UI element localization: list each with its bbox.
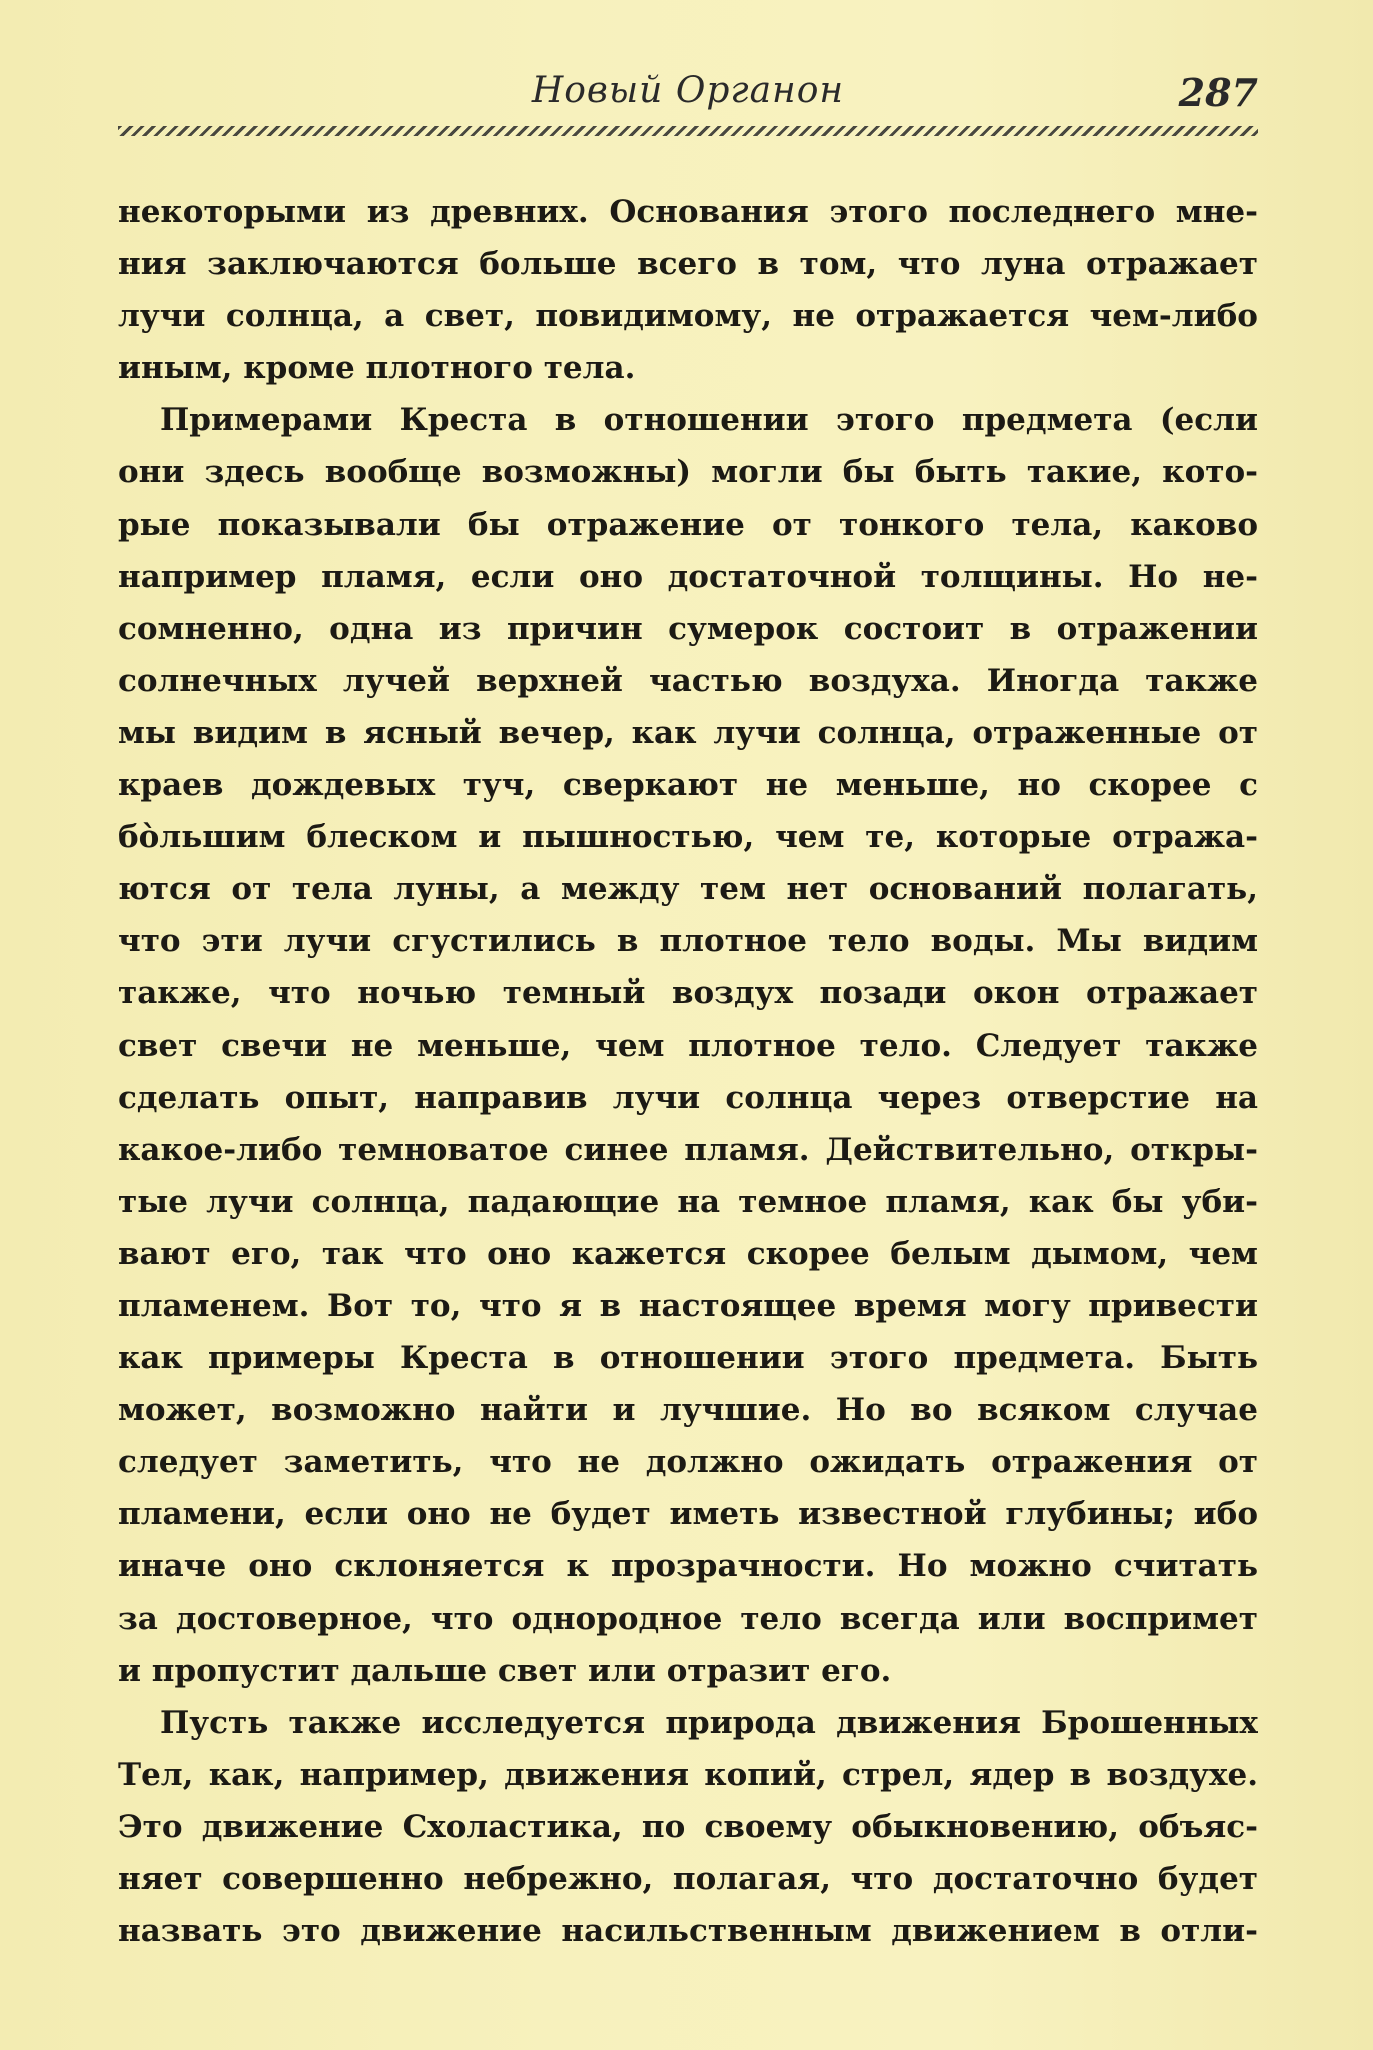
text-line: назвать это движение насильственным движением в отли- (118, 1913, 1258, 1950)
text-line: сомненно, одна из причин сумерок состоит в отражении (118, 610, 1258, 647)
text-line: следует заметить, что не должно ожидать отражения от (118, 1444, 1258, 1481)
text-line: некоторыми из древних. Основания этого последнего мне- (118, 194, 1258, 230)
text-line: и пропустит дальше свет или отразит его. (118, 1652, 892, 1689)
text-line: как примеры Креста в отношении этого предмета. Быть (118, 1340, 1258, 1377)
text-line: например пламя, если оно достаточной толщины. Но не- (118, 558, 1258, 595)
text-line: Тел, как, например, движения копий, стрел, ядер в воздухе. (118, 1756, 1258, 1793)
text-line: может, возможно найти и лучшие. Но во всяком случае (118, 1392, 1258, 1429)
text-line: вают его, так что оно кажется скорее белым дымом, чем (118, 1235, 1258, 1272)
text-line: также, что ночью темный воздух позади окон отражает (118, 975, 1258, 1012)
text-line: какое-либо темноватое синее пламя. Действительно, откры- (118, 1131, 1258, 1168)
text-line: краев дождевых туч, сверкают не меньше, но скорее с (118, 767, 1258, 804)
ornamental-rule (118, 126, 1258, 136)
text-line: Пусть также исследуется природа движения Брошенных (160, 1704, 1258, 1741)
text-line: тые лучи солнца, падающие на темное пламя, как бы уби- (118, 1183, 1258, 1220)
running-title: Новый Органон (531, 70, 845, 111)
text-line: иным, кроме плотного тела. (118, 350, 636, 387)
running-head (118, 70, 1258, 122)
text-line: ния заключаются больше всего в том, что луна отражает (118, 246, 1258, 283)
text-line: ются от тела луны, а между тем нет оснований полагать, (118, 871, 1258, 908)
text-line: рые показывали бы отражение от тонкого тела, каково (118, 506, 1258, 543)
text-line: солнечных лучей верхней частью воздуха. Иногда также (118, 662, 1258, 699)
text-line: бо̀льшим блеском и пышностью, чем те, которые отража- (118, 819, 1258, 856)
text-line: иначе оно склоняется к прозрачности. Но можно считать (118, 1548, 1258, 1585)
text-line: пламени, если оно не будет иметь известной глубины; ибо (118, 1496, 1258, 1533)
text-line: они здесь вообще возможны) могли бы быть такие, кото- (118, 454, 1258, 491)
text-line: Примерами Креста в отношении этого предмета (если (160, 402, 1258, 439)
text-line: свет свечи не меньше, чем плотное тело. Следует также (118, 1027, 1258, 1064)
text-line: сделать опыт, направив лучи солнца через отверстие на (118, 1079, 1258, 1116)
text-line: пламенем. Вот то, что я в настоящее время могу привести (118, 1287, 1258, 1324)
text-line: Это движение Схоластика, по своему обыкновению, объяс- (118, 1808, 1258, 1845)
page-number: 287 (1178, 70, 1258, 115)
text-line: за достоверное, что однородное тело всегда или воспримет (118, 1600, 1258, 1637)
text-line: лучи солнца, а свет, повидимому, не отражается чем-либо (118, 298, 1258, 335)
text-line: мы видим в ясный вечер, как лучи солнца, отраженные от (118, 714, 1258, 751)
text-line: няет совершенно небрежно, полагая, что достаточно будет (118, 1861, 1258, 1897)
text-line: что эти лучи сгустились в плотное тело воды. Мы видим (118, 923, 1258, 960)
body-text (118, 186, 1258, 1957)
